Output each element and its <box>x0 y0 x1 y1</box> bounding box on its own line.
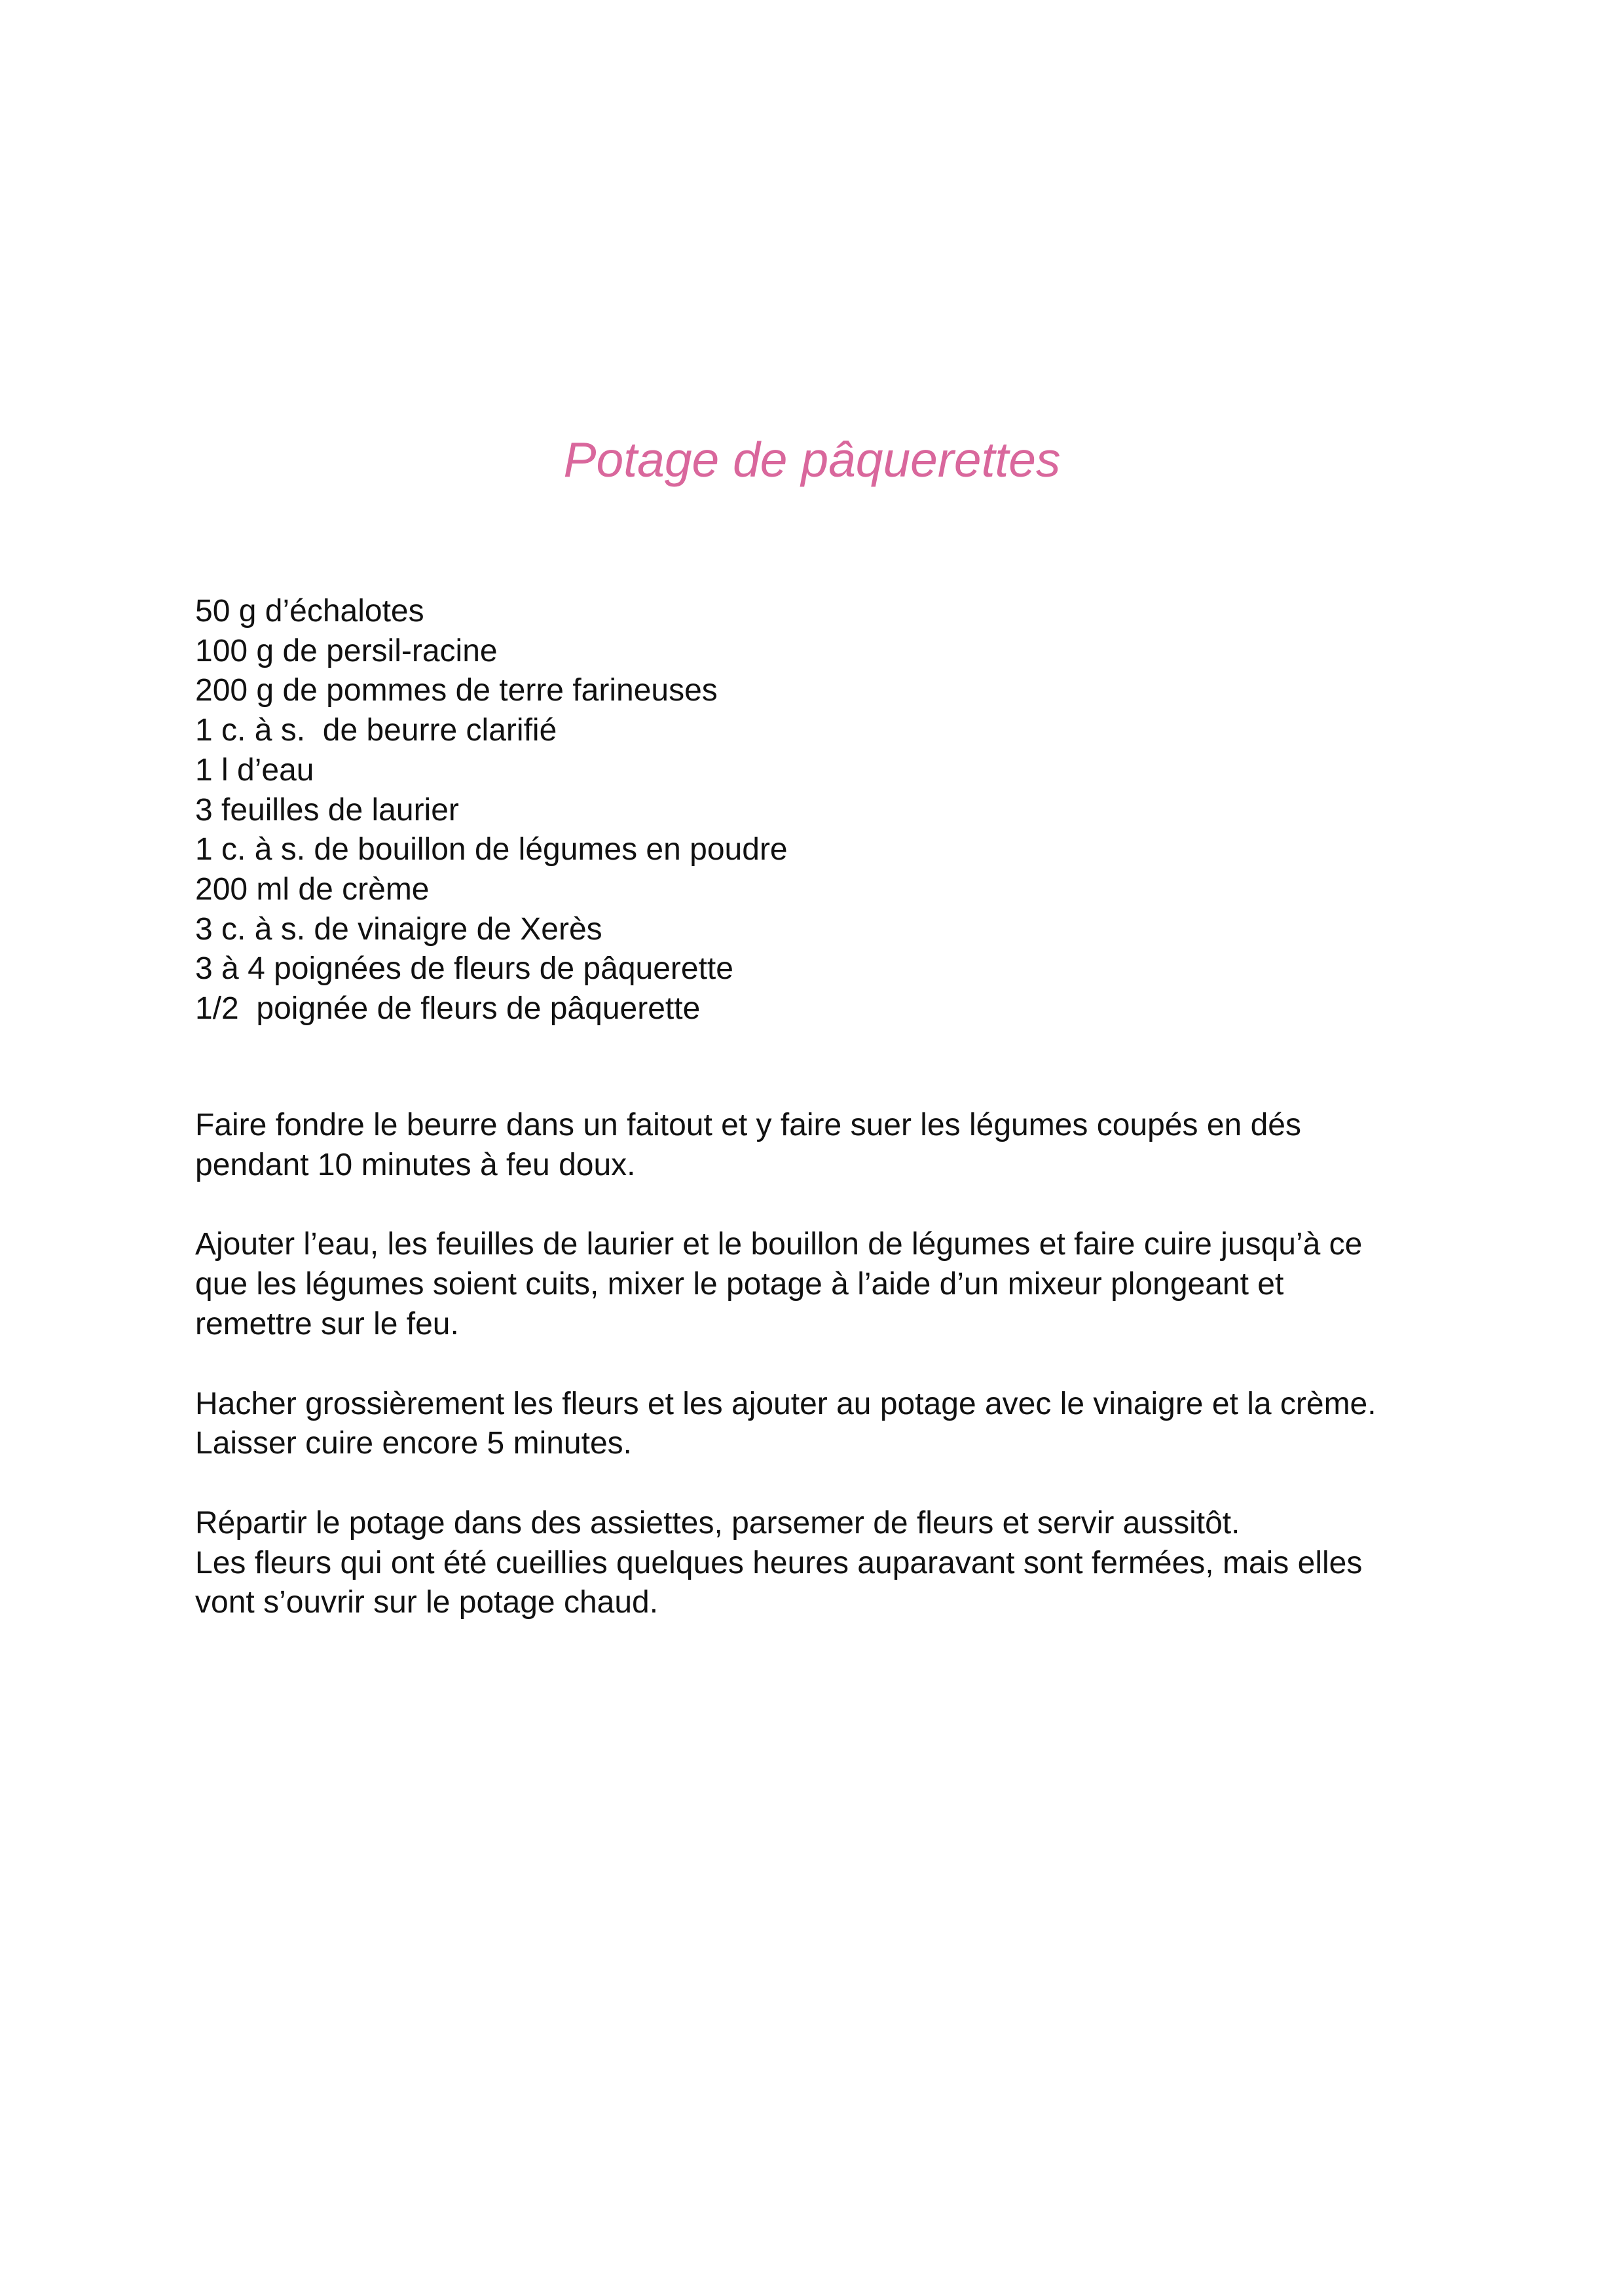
step-line: Répartir le potage dans des assiettes, parsemer de fleurs et servir aussitôt. <box>195 1505 1240 1540</box>
step-paragraph <box>195 1385 1472 1464</box>
ingredient-item: 3 feuilles de laurier <box>195 792 459 828</box>
step-paragraph <box>195 1106 1472 1185</box>
ingredient-item: 1 c. à s. de beurre clarifié <box>195 713 557 748</box>
ingredient-list <box>195 592 1472 1029</box>
ingredient-item: 1 l d’eau <box>195 752 314 788</box>
step-line: Laisser cuire encore 5 minutes. <box>195 1426 632 1461</box>
ingredient-item: 200 g de pommes de terre farineuses <box>195 673 718 708</box>
preparation-steps <box>195 1106 1472 1663</box>
step-line: Les fleurs qui ont été cueillies quelques heures auparavant sont fermées, mais elles <box>195 1545 1363 1580</box>
recipe-title: Potage de pâquerettes <box>563 432 1061 487</box>
ingredient-item: 200 ml de crème <box>195 871 430 907</box>
step-paragraph <box>195 1225 1472 1344</box>
step-line: remettre sur le feu. <box>195 1306 459 1341</box>
step-paragraph <box>195 1504 1472 1623</box>
step-line: que les légumes soient cuits, mixer le potage à l’aide d’un mixeur plongeant et <box>195 1267 1284 1302</box>
step-line: pendant 10 minutes à feu doux. <box>195 1147 636 1182</box>
step-line: Ajouter l’eau, les feuilles de laurier et le bouillon de légumes et faire cuire jusqu’à ce <box>195 1227 1363 1262</box>
ingredient-item: 100 g de persil-racine <box>195 633 498 668</box>
step-line: vont s’ouvrir sur le potage chaud. <box>195 1585 659 1620</box>
ingredient-item: 3 c. à s. de vinaigre de Xerès <box>195 911 602 947</box>
step-line: Faire fondre le beurre dans un faitout et y faire suer les légumes coupés en dés <box>195 1108 1301 1142</box>
ingredient-item: 1 c. à s. de bouillon de légumes en poudre <box>195 832 788 867</box>
ingredient-item: 50 g d’échalotes <box>195 594 424 629</box>
ingredient-item: 3 à 4 poignées de fleurs de pâquerette <box>195 951 733 987</box>
ingredient-item: 1/2 poignée de fleurs de pâquerette <box>195 991 701 1027</box>
step-line: Hacher grossièrement les fleurs et les ajouter au potage avec le vinaigre et la crème. <box>195 1386 1376 1421</box>
